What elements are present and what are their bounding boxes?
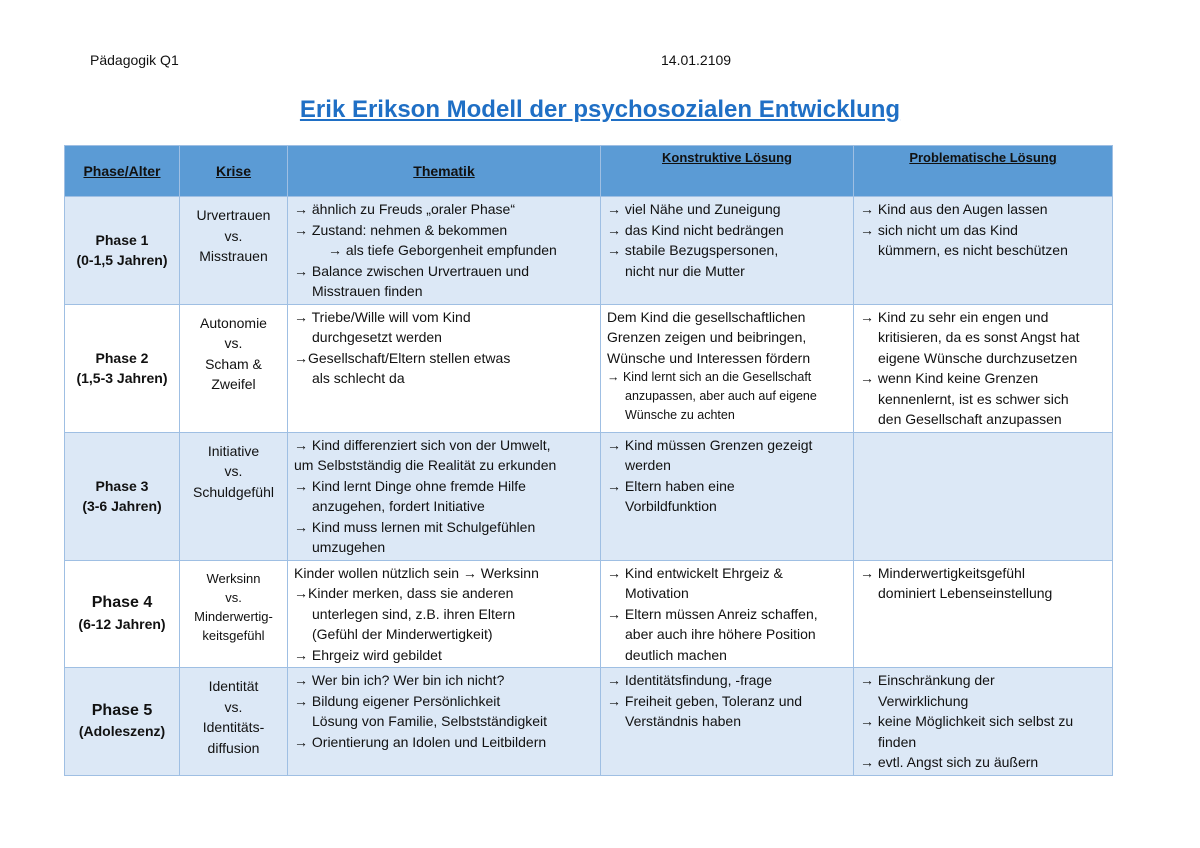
text-line: → das Kind nicht bedrängen xyxy=(607,221,784,238)
krise-cell xyxy=(180,560,288,668)
text-line: → evtl. Angst sich zu äußern xyxy=(860,754,1039,770)
text-line: werden xyxy=(625,457,671,473)
krise-line: diffusion xyxy=(207,739,260,756)
text-line: kritisieren, da es sonst Angst hat xyxy=(878,329,1080,345)
konstruktiv-cell xyxy=(601,668,854,776)
phase-age: (Adoleszenz) xyxy=(78,723,166,740)
col-header-phase: Phase/Alter xyxy=(65,146,180,197)
table-row xyxy=(65,668,1113,776)
text-line: → Kind lernt sich an die Gesellschaft xyxy=(607,370,812,384)
text-line: deutlich machen xyxy=(625,646,727,663)
krise-cell xyxy=(180,304,288,432)
krise-line: keitsgefühl xyxy=(202,627,265,643)
text-line: →Gesellschaft/Eltern stellen etwas xyxy=(294,349,511,366)
text-line: Kinder wollen nützlich sein → Werksinn xyxy=(294,564,539,581)
krise-line: Initiative xyxy=(207,442,260,459)
problematisch-cell xyxy=(854,668,1113,776)
text-line: → Kind zu sehr ein engen und xyxy=(860,308,1049,325)
text-line: dominiert Lebenseinstellung xyxy=(878,585,1053,601)
konstruktiv-cell xyxy=(601,560,854,668)
krise-line: vs. xyxy=(224,227,243,244)
text-line: aber auch ihre höhere Position xyxy=(625,626,816,642)
text-line: → Wer bin ich? Wer bin ich nicht? xyxy=(294,672,505,688)
krise-line: Urvertrauen xyxy=(196,207,271,223)
phase-age: (3-6 Jahren) xyxy=(82,498,162,514)
phase-cell xyxy=(65,304,180,432)
text-line: → Orientierung an Idolen und Leitbildern xyxy=(294,733,547,750)
phase-name: Phase 1 xyxy=(95,231,149,248)
text-line: → als tiefe Geborgenheit empfunden xyxy=(328,242,557,258)
text-line: → Einschränkung der xyxy=(860,672,995,688)
krise-line: Schuldgefühl xyxy=(193,483,274,500)
thematik-cell xyxy=(288,668,601,776)
text-line: → Ehrgeiz wird gebildet xyxy=(294,646,442,663)
krise-line: Autonomie xyxy=(200,314,267,331)
phase-cell xyxy=(65,432,180,560)
text-line: um Selbstständig die Realität zu erkunden xyxy=(294,457,557,473)
text-line: → wenn Kind keine Grenzen xyxy=(860,370,1039,386)
text-line: → viel Nähe und Zuneigung xyxy=(607,201,781,217)
text-line: → Identitätsfindung, -frage xyxy=(607,672,772,688)
col-header-problematisch: Problematische Lösung xyxy=(854,146,1113,197)
phase-name: Phase 3 xyxy=(95,477,149,494)
text-line: → Minderwertigkeitsgefühl xyxy=(860,564,1025,581)
krise-line: vs. xyxy=(224,335,243,351)
krise-line: vs. xyxy=(225,589,242,605)
text-line: finden xyxy=(878,733,917,750)
text-line: → Freiheit geben, Toleranz und xyxy=(607,692,803,709)
krise-line: vs. xyxy=(224,698,243,715)
text-line: nicht nur die Mutter xyxy=(625,262,745,279)
text-line: Verwirklichung xyxy=(878,692,969,709)
col-header-krise: Krise xyxy=(180,146,288,197)
thematik-cell xyxy=(288,197,601,305)
text-line: →Kinder merken, dass sie anderen xyxy=(294,585,514,601)
table-row xyxy=(65,432,1113,560)
thematik-cell xyxy=(288,304,601,432)
text-line: Vorbildfunktion xyxy=(625,498,717,514)
text-line: Verständnis haben xyxy=(625,713,741,729)
text-line: umzugehen xyxy=(312,539,386,555)
page-title: Erik Erikson Modell der psychosozialen Entwicklung xyxy=(299,96,901,123)
col-header-konstruktiv: Konstruktive Lösung xyxy=(601,146,854,197)
krise-line: Zweifel xyxy=(211,376,256,392)
phase-age: (6-12 Jahren) xyxy=(78,615,166,632)
text-line: → Zustand: nehmen & bekommen xyxy=(294,221,508,238)
thematik-cell xyxy=(288,560,601,668)
text-line: (Gefühl der Minderwertigkeit) xyxy=(312,626,493,642)
table-row xyxy=(65,197,1113,305)
krise-line: Misstrauen xyxy=(199,248,268,264)
krise-line: Minderwertig- xyxy=(194,608,273,624)
text-line: Wünsche zu achten xyxy=(625,408,735,422)
text-line: anzupassen, aber auch auf eigene xyxy=(625,389,817,403)
table-row xyxy=(65,560,1113,668)
text-line: Grenzen zeigen und beibringen, xyxy=(607,329,807,345)
text-line: → sich nicht um das Kind xyxy=(860,221,1018,238)
text-line: Motivation xyxy=(625,585,689,601)
text-line: anzugehen, fordert Initiative xyxy=(312,498,485,514)
erikson-table xyxy=(64,145,1113,776)
text-line: den Gesellschaft anzupassen xyxy=(878,411,1062,427)
problematisch-cell xyxy=(854,560,1113,668)
phase-age: (1,5-3 Jahren) xyxy=(76,370,168,386)
text-line: → Eltern müssen Anreiz schaffen, xyxy=(607,605,818,622)
phase-cell xyxy=(65,668,180,776)
text-line: → stabile Bezugspersonen, xyxy=(607,242,779,258)
thematik-cell xyxy=(288,432,601,560)
text-line: → Kind müssen Grenzen gezeigt xyxy=(607,436,813,453)
problematisch-cell xyxy=(854,304,1113,432)
text-line: durchgesetzt werden xyxy=(312,329,442,345)
text-line: → keine Möglichkeit sich selbst zu xyxy=(860,713,1074,729)
text-line: → Bildung eigener Persönlichkeit xyxy=(294,692,501,709)
phase-cell xyxy=(65,560,180,668)
text-line: als schlecht da xyxy=(312,370,405,386)
krise-cell xyxy=(180,197,288,305)
col-header-thematik: Thematik xyxy=(288,146,601,197)
text-line: → Balance zwischen Urvertrauen und xyxy=(294,262,530,279)
text-line: → Kind aus den Augen lassen xyxy=(860,201,1048,217)
krise-line: vs. xyxy=(224,463,243,479)
krise-cell xyxy=(180,668,288,776)
table-header-row xyxy=(65,146,1113,197)
text-line: Lösung von Familie, Selbstständigkeit xyxy=(312,713,548,729)
phase-age: (0-1,5 Jahren) xyxy=(76,252,168,269)
text-line: → Triebe/Wille will vom Kind xyxy=(294,308,471,325)
text-line: → Kind lernt Dinge ohne fremde Hilfe xyxy=(294,477,526,494)
phase-name: Phase 4 xyxy=(91,594,153,612)
text-line: Wünsche und Interessen fördern xyxy=(607,349,811,366)
konstruktiv-cell xyxy=(601,304,854,432)
text-line: Misstrauen finden xyxy=(312,283,423,299)
text-line: → Kind muss lernen mit Schulgefühlen xyxy=(294,518,536,535)
problematisch-cell xyxy=(854,197,1113,305)
problematisch-cell xyxy=(854,432,1113,560)
phase-cell xyxy=(65,197,180,305)
krise-line: Werksinn xyxy=(206,570,261,586)
krise-cell xyxy=(180,432,288,560)
text-line: unterlegen sind, z.B. ihren Eltern xyxy=(312,605,516,622)
header-subject: Pädagogik Q1 xyxy=(90,52,179,68)
text-line: kennenlernt, ist es schwer sich xyxy=(878,390,1069,407)
text-line: → ähnlich zu Freuds „oraler Phase“ xyxy=(294,201,515,217)
text-line: Dem Kind die gesellschaftlichen xyxy=(607,308,806,325)
krise-line: Identitäts- xyxy=(202,719,265,735)
text-line: eigene Wünsche durchzusetzen xyxy=(878,349,1078,366)
phase-name: Phase 5 xyxy=(91,701,153,719)
text-line: → Kind entwickelt Ehrgeiz & xyxy=(607,564,783,581)
krise-line: Identität xyxy=(208,678,259,694)
konstruktiv-cell xyxy=(601,197,854,305)
phase-name: Phase 2 xyxy=(95,349,149,366)
header-date: 14.01.2109 xyxy=(661,52,732,68)
text-line: kümmern, es nicht beschützen xyxy=(878,242,1068,258)
text-line: → Eltern haben eine xyxy=(607,477,735,494)
krise-line: Scham & xyxy=(205,355,262,372)
konstruktiv-cell xyxy=(601,432,854,560)
text-line: → Kind differenziert sich von der Umwelt, xyxy=(294,436,551,453)
table-row xyxy=(65,304,1113,432)
